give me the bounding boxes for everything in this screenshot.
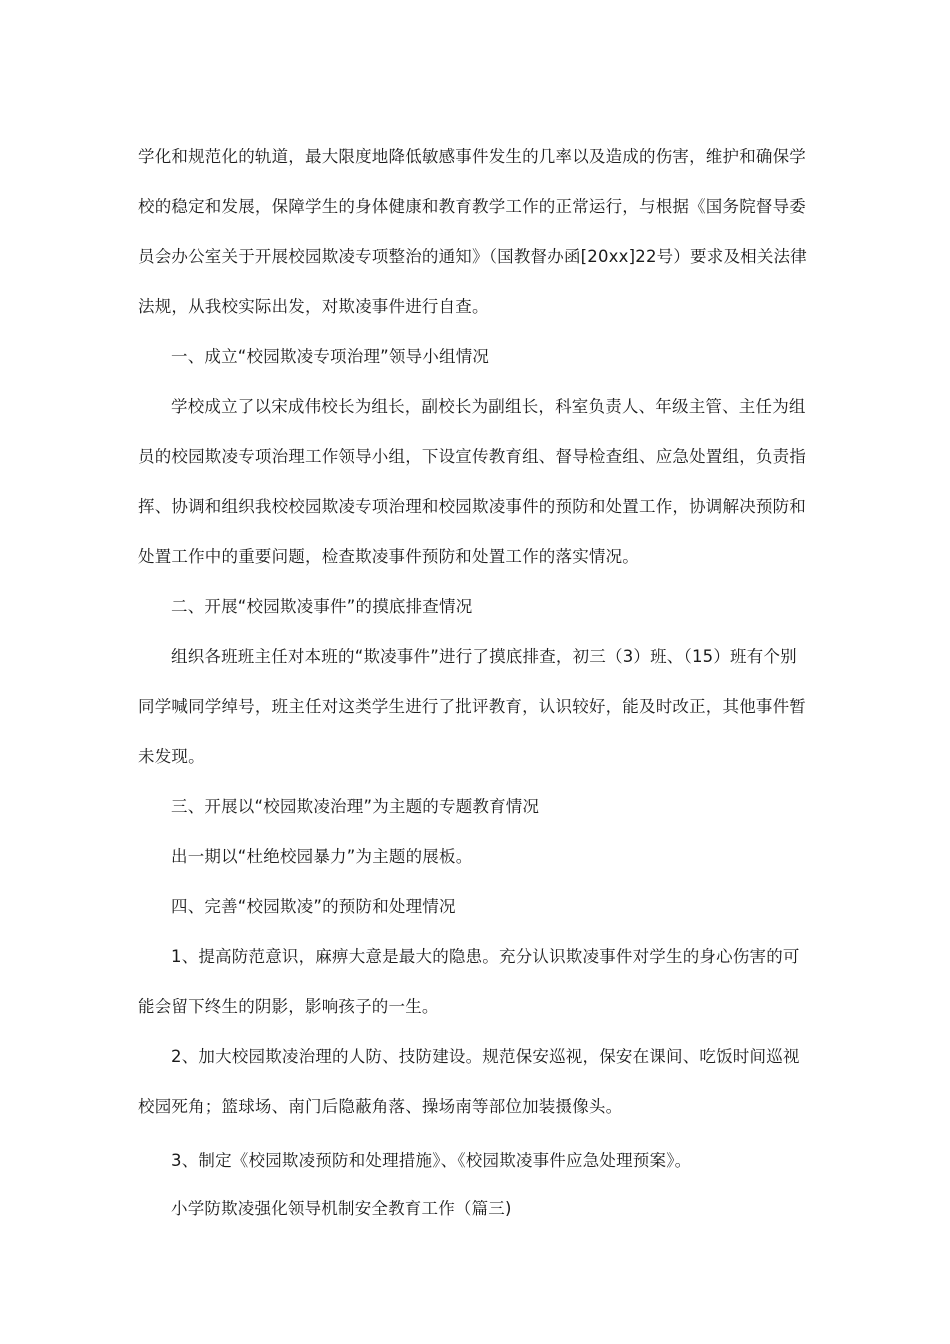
text-line: 挥、协调和组织我校校园欺凌专项治理和校园欺凌事件的预防和处置工作，协调解决预防和: [138, 497, 806, 516]
heading-text: 小学防欺凌强化领导机制安全教育工作（篇三): [171, 1199, 512, 1218]
text-line: 3、制定《校园欺凌预防和处理措施》、《校园欺凌事件应急处理预案》。: [171, 1151, 692, 1170]
paragraph-intro-continuation: [138, 132, 828, 332]
section-heading-4: [138, 882, 828, 932]
text-line: 组织各班班主任对本班的“欺凌事件”进行了摸底排查，初三（3）班、（15）班有个别: [171, 647, 797, 666]
section-heading-3: [138, 782, 828, 832]
heading-text: 四、完善“校园欺凌”的预防和处理情况: [171, 897, 456, 916]
text-line: 能会留下终生的阴影，影响孩子的一生。: [138, 997, 439, 1016]
text-line: 法规，从我校实际出发，对欺凌事件进行自查。: [138, 297, 489, 316]
text-line: 学化和规范化的轨道，最大限度地降低敏感事件发生的几率以及造成的伤害，维护和确保学: [138, 147, 806, 166]
paragraph-leadership-group: [138, 382, 828, 582]
text-line: 出一期以“杜绝校园暴力”为主题的展板。: [171, 847, 473, 866]
heading-text: 二、开展“校园欺凌事件”的摸底排查情况: [171, 597, 473, 616]
heading-text: 三、开展以“校园欺凌治理”为主题的专题教育情况: [171, 797, 540, 816]
text-line: 未发现。: [138, 747, 205, 766]
paragraph-display-board: [138, 832, 828, 882]
text-line: 校园死角；篮球场、南门后隐蔽角落、操场南等部位加装摄像头。: [138, 1097, 623, 1116]
section-title-part-3: [138, 1184, 828, 1234]
heading-text: 一、成立“校园欺凌专项治理”领导小组情况: [171, 347, 490, 366]
paragraph-item-1: [138, 932, 828, 1032]
text-line: 2、加大校园欺凌治理的人防、技防建设。规范保安巡视，保安在课间、吃饭时间巡视: [171, 1047, 800, 1066]
text-line: 员会办公室关于开展校园欺凌专项整治的通知》（国教督办函[20xx]22号）要求及相关法律: [138, 247, 807, 266]
text-line: 校的稳定和发展，保障学生的身体健康和教育教学工作的正常运行，与根据《国务院督导委: [138, 197, 806, 216]
text-line: 员的校园欺凌专项治理工作领导小组，下设宣传教育组、督导检查组、应急处置组，负责指: [138, 447, 806, 466]
paragraph-item-3: [138, 1136, 828, 1186]
text-line: 处置工作中的重要问题，检查欺凌事件预防和处置工作的落实情况。: [138, 547, 639, 566]
section-heading-2: [138, 582, 828, 632]
text-line: 1、提高防范意识，麻痹大意是最大的隐患。充分认识欺凌事件对学生的身心伤害的可: [171, 947, 800, 966]
paragraph-investigation: [138, 632, 828, 782]
text-line: 学校成立了以宋成伟校长为组长，副校长为副组长，科室负责人、年级主管、主任为组: [171, 397, 806, 416]
paragraph-item-2: [138, 1032, 828, 1132]
section-heading-1: [138, 332, 828, 382]
text-line: 同学喊同学绰号，班主任对这类学生进行了批评教育，认识较好，能及时改正，其他事件暂: [138, 697, 806, 716]
